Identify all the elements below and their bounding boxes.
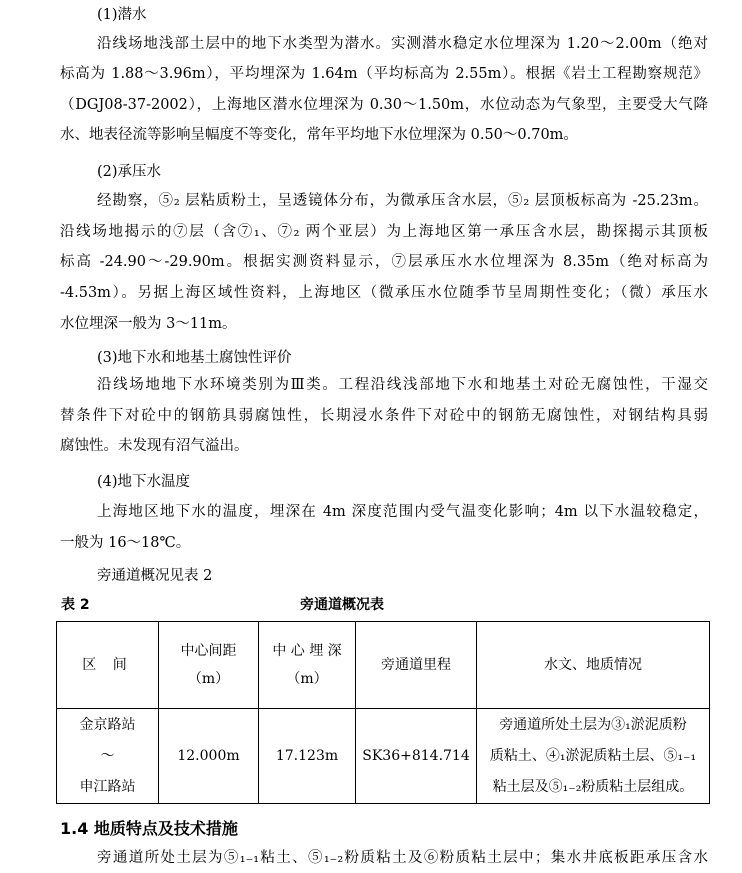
cell-zone: 金京路站 ～ 申江路站 bbox=[57, 709, 159, 804]
cell-spacing: 12.000m bbox=[159, 709, 259, 804]
header-spacing: 中心间距 （m） bbox=[159, 622, 259, 709]
section-title-corrosion: (3)地下水和地基土腐蚀性评价 bbox=[97, 350, 292, 366]
cell-chainage: SK36+814.714 bbox=[356, 709, 477, 804]
paragraph-line: 水、地表径流等影响呈幅度不等变化，常年平均地下水位埋深为 0.50～0.70m。 bbox=[60, 127, 578, 143]
paragraph-line: 沿线场地地下水环境类别为Ⅲ类。工程沿线浅部地下水和地基土对砼无腐蚀性，干湿交 bbox=[97, 377, 708, 393]
header-depth: 中 心 埋 深 （m） bbox=[259, 622, 356, 709]
paragraph-line: 沿线场地揭示的⑦层（含⑦₁、⑦₂ 两个亚层）为上海地区第一承压含水层，勘探揭示其顶板 bbox=[60, 224, 708, 240]
header-hydro: 水文、地质情况 bbox=[477, 622, 710, 709]
section-heading: 1.4 地质特点及技术措施 bbox=[60, 819, 238, 838]
paragraph-line: 一般为 16～18℃。 bbox=[60, 535, 191, 551]
paragraph-line: 上海地区地下水的温度，埋深在 4m 深度范围内受气温变化影响；4m 以下水温较稳定， bbox=[97, 504, 708, 520]
cross-passage-table bbox=[56, 621, 710, 804]
table-reference: 旁通道概况见表 2 bbox=[97, 568, 213, 584]
section-title-confined: (2)承压水 bbox=[97, 164, 162, 180]
paragraph-line: 替条件下对砼中的钢筋具弱腐蚀性，长期浸水条件下对砼中的钢筋无腐蚀性，对钢结构具弱 bbox=[60, 408, 708, 424]
paragraph-line: 标高 -24.90～-29.90m。根据实测资料显示，⑦层承压水水位埋深为 8.35m（绝对标高为 bbox=[60, 254, 708, 270]
cell-hydro: 旁通道所处土层为③₁淤泥质粉 质粘土、④₁淤泥质粘土层、⑤₁₋₁ 粘土层及⑤₁₋₂粉质粘土层组成。 bbox=[477, 709, 710, 804]
paragraph-line: 水位埋深一般为 3～11m。 bbox=[60, 316, 237, 332]
cell-depth: 17.123m bbox=[259, 709, 356, 804]
table-header-row bbox=[57, 622, 710, 709]
paragraph-line: 沿线场地浅部土层中的地下水类型为潜水。实测潜水稳定水位埋深为 1.20～2.00m（绝对 bbox=[97, 36, 708, 52]
table-row bbox=[57, 709, 710, 804]
paragraph-line: 腐蚀性。未发现有沼气溢出。 bbox=[60, 438, 249, 454]
table-caption: 旁通道概况表 bbox=[300, 597, 384, 613]
paragraph-line: 旁通道所处土层为⑤₁₋₁粘土、⑤₁₋₂粉质粘土及⑥粉质粘土层中；集水井底板距承压含水 bbox=[97, 850, 708, 866]
table-label: 表 2 bbox=[61, 597, 90, 613]
header-chainage: 旁通道里程 bbox=[356, 622, 477, 709]
section-title-phreatic: (1)潜水 bbox=[97, 7, 147, 23]
header-zone: 区 间 bbox=[57, 622, 159, 709]
paragraph-line: （DGJ08-37-2002），上海地区潜水位埋深为 0.30～1.50m，水位动态为气象型，主要受大气降 bbox=[60, 97, 708, 113]
paragraph-line: 经勘察，⑤₂ 层粘质粉土，呈透镜体分布，为微承压含水层，⑤₂ 层顶板标高为 -25.23m。 bbox=[97, 193, 708, 209]
section-title-temperature: (4)地下水温度 bbox=[97, 474, 191, 490]
paragraph-line: -4.53m）。另据上海区域性资料，上海地区（微承压水位随季节呈周期性变化；（微）承压水 bbox=[60, 285, 708, 301]
paragraph-line: 标高为 1.88～3.96m），平均埋深为 1.64m（平均标高为 2.55m）。根据《岩土工程勘察规范》 bbox=[60, 66, 708, 82]
